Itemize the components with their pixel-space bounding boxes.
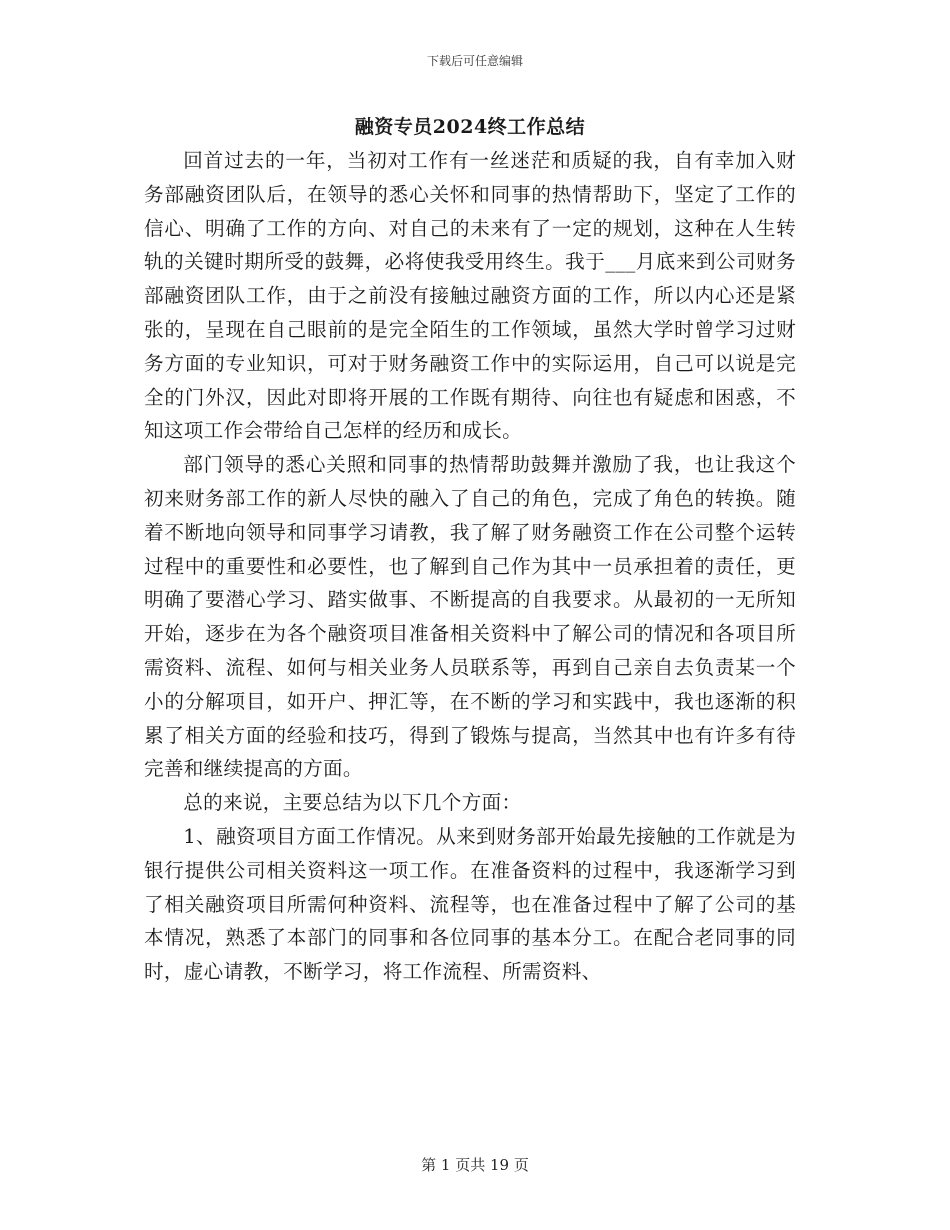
- paragraph-intro: 回首过去的一年，当初对工作有一丝迷茫和质疑的我，自有幸加入财务部融资团队后，在领导的悉心关怀和同事的热情帮助下，坚定了工作的信心、明确了工作的方向、对自己的未来有了一定的规划，这种在人生转轨的关键时期所受的鼓舞，必将使我受用终生。我于___月底来到公司财务部融资团队工作，由于之前没有接触过融资方面的工作，所以内心还是紧张的，呈现在自己眼前的是完全陌生的工作领域，虽然大学时曾学习过财务方面的专业知识，可对于财务融资工作中的实际运用，自己可以说是完全的门外汉，因此对即将开展的工作既有期待、向往也有疑虑和困惑，不知这项工作会带给自己怎样的经历和成长。: [144, 149, 796, 443]
- paragraph-department-support: 部门领导的悉心关照和同事的热情帮助鼓舞并激励了我，也让我这个初来财务部工作的新人尽快的融入了自己的角色，完成了角色的转换。随着不断地向领导和同事学习请教，我了解了财务融资工作在公司整个运转过程中的重要性和必要性，也了解到自己作为其中一员承担着的责任，更明确了要潜心学习、踏实做事、不断提高的自我要求。从最初的一无所知开始，逐步在为各个融资项目准备相关资料中了解公司的情况和各项目所需资料、流程、如何与相关业务人员联系等，再到自己亲自去负责某一个小的分解项目，如开户、押汇等，在不断的学习和实践中，我也逐渐的积累了相关方面的经验和技巧，得到了锻炼与提高，当然其中也有许多有待完善和继续提高的方面。: [144, 453, 796, 781]
- page-header-note: 下载后可任意编辑: [426, 54, 523, 68]
- paragraph-summary-lead: 总的来说，主要总结为以下几个方面：: [183, 791, 522, 815]
- paragraph-financing-projects: 1、融资项目方面工作情况。从来到财务部开始最先接触的工作就是为银行提供公司相关资料这一项工作。在准备资料的过程中，我逐渐学习到了相关融资项目所需何种资料、流程等，也在准备过程中了解了公司的基本情况，熟悉了本部门的同事和各位同事的基本分工。在配合老同事的同时，虚心请教，不断学习，将工作流程、所需资料、: [144, 824, 796, 984]
- page-footer-number: 第 1 页共 19 页: [421, 1156, 529, 1174]
- document-body: [144, 112, 796, 989]
- document-title: 融资专员2024终工作总结: [354, 116, 586, 138]
